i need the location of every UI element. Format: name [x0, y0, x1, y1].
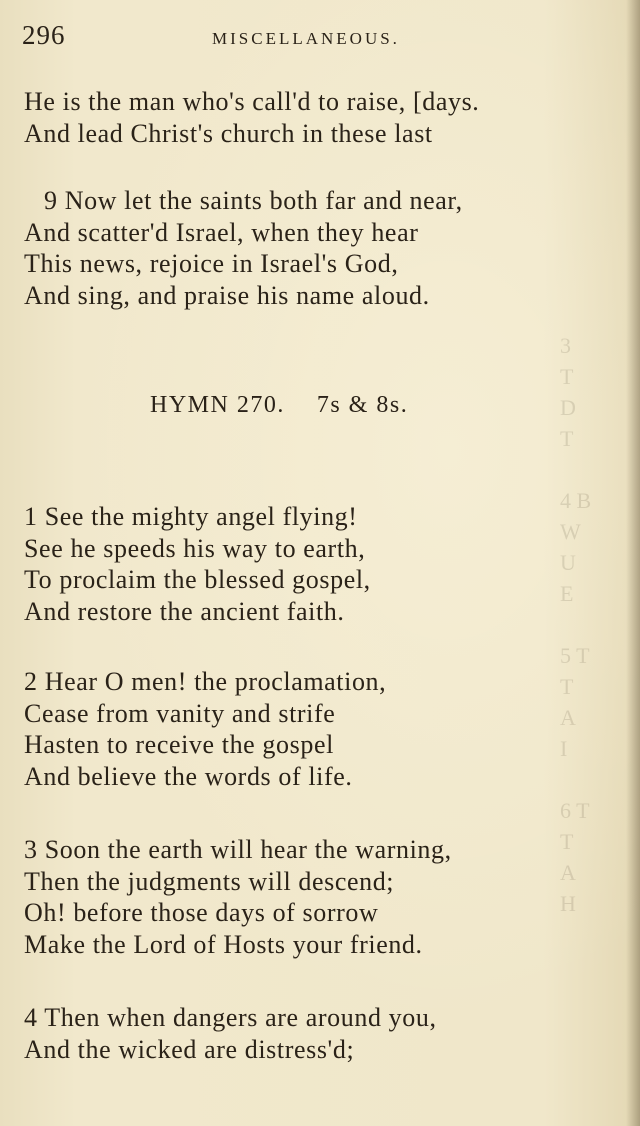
stanza-4 — [24, 1002, 624, 1065]
verse-line: And scatter'd Israel, when they hear — [24, 217, 419, 247]
hymn-meter: 7s & 8s. — [316, 392, 409, 418]
hymn-title — [150, 392, 408, 419]
verse-line: Then the judgments will descend; — [24, 866, 395, 896]
hymn-number: HYMN 270. — [150, 392, 285, 418]
verse-line: 2 Hear O men! the proclamation, — [24, 667, 387, 696]
verse-line: 9 Now let the saints both far and near, — [44, 186, 463, 215]
verse-line: And lead Christ's church in these last — [24, 118, 433, 148]
verse-line: Oh! before those days of sorrow — [24, 898, 379, 927]
verse-line: Hasten to receive the gospel — [24, 730, 334, 759]
stanza-9 — [24, 185, 624, 311]
continuation-lines — [24, 86, 624, 149]
verse-line: 4 Then when dangers are around you, — [24, 1003, 437, 1032]
verse-line: 1 See the mighty angel flying! — [24, 502, 358, 531]
verse-line: And the wicked are distress'd; — [24, 1034, 355, 1064]
page-number: 296 — [22, 20, 66, 50]
verse-line: See he speeds his way to earth, — [24, 533, 366, 563]
verse-line: Make the Lord of Hosts your friend. — [24, 929, 423, 959]
verse-line: 3 Soon the earth will hear the warning, — [24, 835, 452, 864]
verse-line: Cease from vanity and strife — [24, 698, 336, 728]
verse-line: And believe the words of life. — [24, 761, 353, 791]
verse-line: To proclaim the blessed gospel, — [24, 565, 371, 594]
stanza-2 — [24, 666, 624, 792]
verse-line: And sing, and praise his name aloud. — [24, 280, 430, 310]
stanza-1 — [24, 501, 624, 627]
running-head: MISCELLANEOUS. — [212, 29, 400, 48]
page-header — [22, 20, 622, 54]
verse-line: He is the man who's call'd to raise, [days. — [24, 87, 480, 116]
verse-line: This news, rejoice in Israel's God, — [24, 249, 399, 278]
verse-line: And restore the ancient faith. — [24, 596, 345, 626]
stanza-3 — [24, 834, 624, 960]
bleed-through-decoration: 3 T D T 4 B W U E 5 T T A I 6 T T A H — [560, 333, 592, 916]
